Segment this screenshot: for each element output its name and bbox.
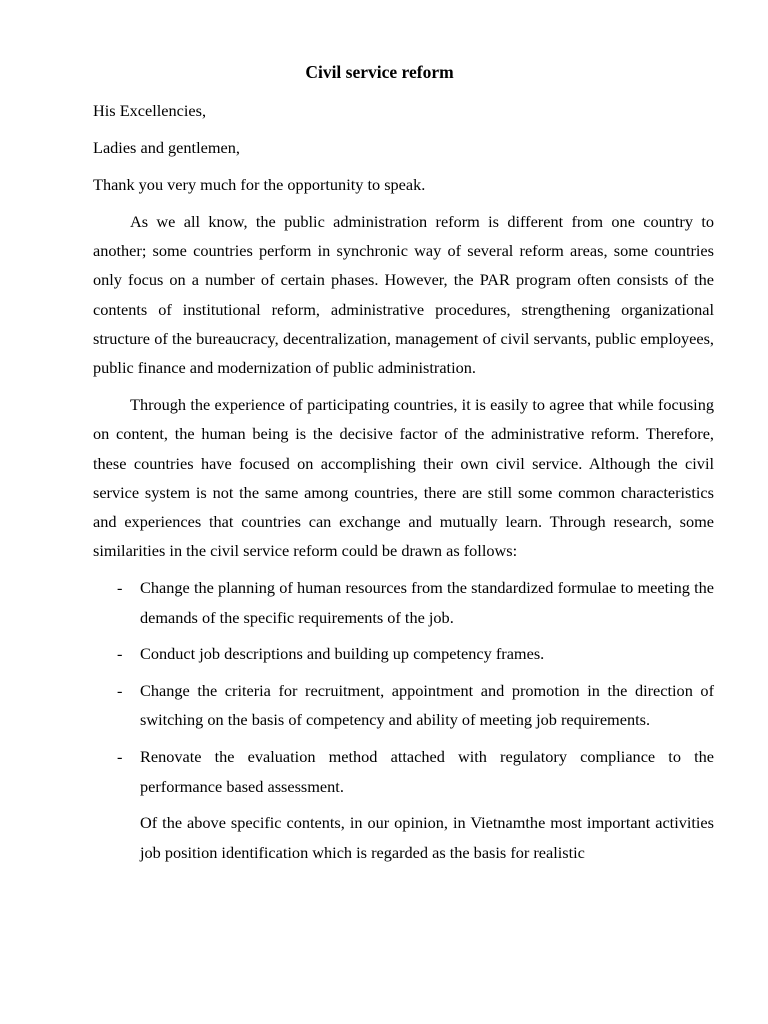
paragraph-closing: Of the above specific contents, in our opinion, in Vietnamthe most important activities job position identification which is regarded as the basis for realistic (140, 813, 714, 862)
list-item-text: Conduct job descriptions and building up competency frames. (140, 644, 545, 664)
list-item-text: Renovate the evaluation method attached with regulatory compliance to the performance based assessment. (140, 747, 714, 796)
reform-similarities-list (93, 573, 714, 801)
bullet-dash: - (117, 644, 123, 664)
salutation-excellencies: His Excellencies, (93, 101, 207, 121)
list-item (93, 676, 714, 735)
list-item (93, 639, 714, 668)
list-item (93, 742, 714, 801)
bullet-dash: - (117, 681, 123, 701)
paragraph-civil-service-experience: Through the experience of participating countries, it is easily to agree that while focusing on content, the human being is the decisive factor of the administrative reform. Therefore, these countries have focused on accomplishing their own civil service. Although the civil service system is not the same among countries, there are still some common characteristics and experiences that countries can exchange and mutually learn. Through research, some similarities in the civil service reform could be drawn as follows: (93, 394, 714, 561)
opening-thanks: Thank you very much for the opportunity to speak. (93, 174, 426, 194)
list-item (93, 573, 714, 632)
list-item-text: Change the planning of human resources from the standardized formulae to meeting the demands of the specific requirements of the job. (140, 578, 714, 627)
bullet-dash: - (117, 578, 123, 598)
paragraph-par-overview: As we all know, the public administration reform is different from one country to another; some countries perform in synchronic way of several reform areas, some countries only focus on a number of certain phases. However, the PAR program often consists of the contents of institutional reform, administrative procedures, strengthening organizational structure of the bureaucracy, decentralization, management of civil servants, public employees, public finance and modernization of public administration. (93, 211, 714, 378)
salutation-ladies-gentlemen: Ladies and gentlemen, (93, 138, 240, 158)
bullet-dash: - (117, 747, 123, 767)
document-title: Civil service reform (305, 62, 454, 82)
list-item-text: Change the criteria for recruitment, appointment and promotion in the direction of switching on the basis of competency and ability of meeting job requirements. (140, 681, 714, 730)
